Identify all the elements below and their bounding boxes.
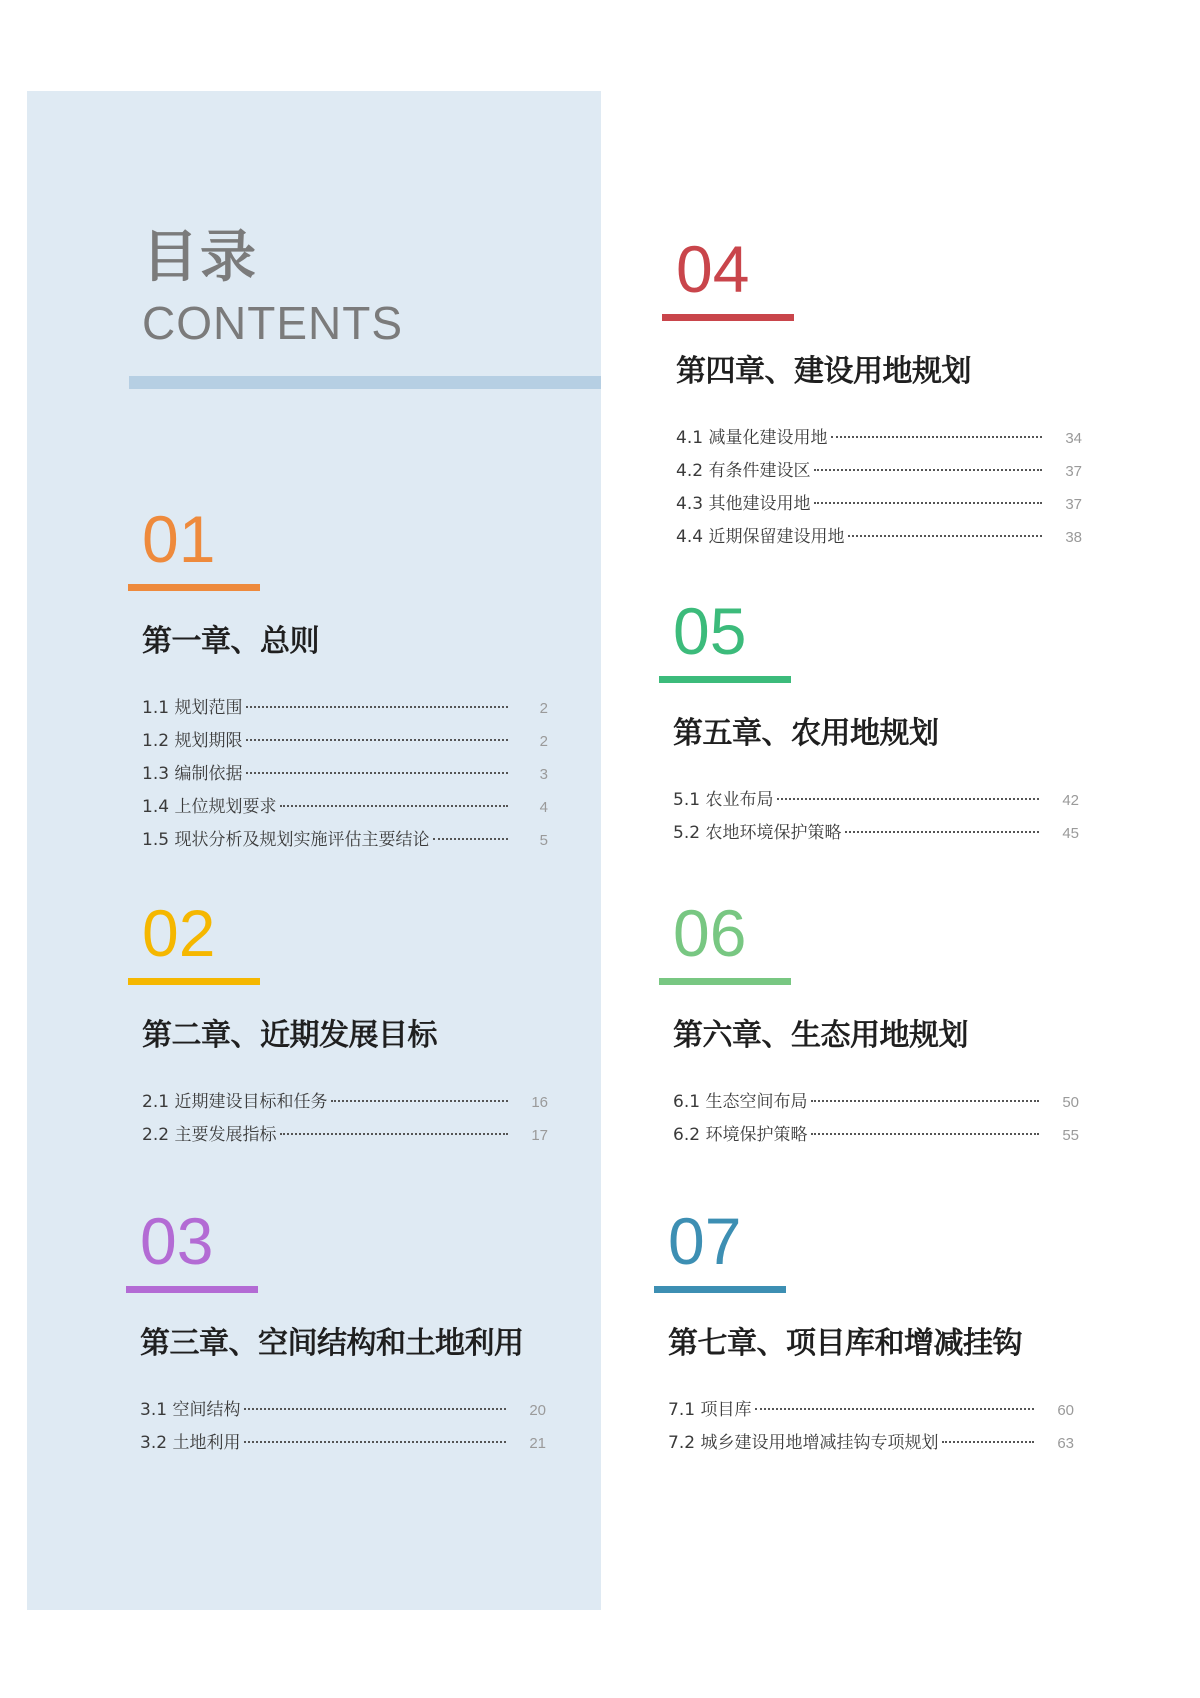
chapter-section [128,896,548,1153]
chapter-section [662,232,1082,555]
toc-entry[interactable] [142,1120,548,1153]
chapter-number: 04 [676,232,750,306]
toc-entry-label: 5.1 农业布局 [673,790,774,810]
toc-entry[interactable] [673,1087,1079,1120]
toc-entry[interactable] [668,1395,1074,1428]
toc-entry-page: 2 [539,700,548,717]
toc-entry[interactable] [142,792,548,825]
toc-entry-page: 21 [529,1435,546,1452]
toc-entry-page: 34 [1065,430,1082,447]
toc-entry-label: 1.4 上位规划要求 [142,797,277,817]
dot-leader [246,739,508,741]
dot-leader [814,469,1042,471]
toc-entry-label: 4.2 有条件建设区 [676,461,811,481]
chapter-section [126,1204,546,1461]
section-entries [659,785,1079,851]
toc-entry-page: 55 [1062,1127,1079,1144]
chapter-section [659,896,1079,1153]
toc-entry-label: 5.2 农地环境保护策略 [673,823,842,843]
toc-entry-label: 2.2 主要发展指标 [142,1125,277,1145]
dot-leader [814,502,1042,504]
toc-entry[interactable] [142,759,548,792]
toc-entry-page: 4 [539,799,548,816]
section-entries [654,1395,1074,1461]
toc-entry[interactable] [668,1428,1074,1461]
toc-entry[interactable] [142,693,548,726]
toc-entry[interactable] [676,456,1082,489]
dot-leader [755,1408,1034,1410]
toc-entry[interactable] [673,785,1079,818]
toc-entry-label: 6.2 环境保护策略 [673,1125,808,1145]
chapter-number-underline [662,314,794,321]
toc-entry[interactable] [142,1087,548,1120]
toc-entry-page: 42 [1062,792,1079,809]
toc-entry-page: 3 [539,766,548,783]
chapter-section [128,502,548,858]
toc-entry-label: 7.2 城乡建设用地增减挂钩专项规划 [668,1433,939,1453]
toc-entry-label: 1.2 规划期限 [142,731,243,751]
dot-leader [280,805,508,807]
chapter-number-underline [128,584,260,591]
chapter-title: 第七章、项目库和增减挂钩 [668,1326,1022,1361]
dot-leader [811,1133,1039,1135]
toc-entry-page: 38 [1065,529,1082,546]
chapter-title: 第二章、近期发展目标 [142,1018,437,1053]
chapter-number: 03 [140,1204,214,1278]
dot-leader [811,1100,1039,1102]
toc-entry-label: 3.2 土地利用 [140,1433,241,1453]
dot-leader [848,535,1042,537]
dot-leader [244,1408,506,1410]
dot-leader [942,1441,1034,1443]
toc-entry[interactable] [673,818,1079,851]
chapter-title: 第五章、农用地规划 [673,716,939,751]
toc-entry-label: 1.1 规划范围 [142,698,243,718]
contents-title-cn: 目录 [142,225,258,290]
chapter-number-underline [659,676,791,683]
chapter-number-underline [659,978,791,985]
chapter-title: 第三章、空间结构和土地利用 [140,1326,524,1361]
toc-entry-page: 45 [1062,825,1079,842]
dot-leader [246,706,508,708]
toc-entry-page: 20 [529,1402,546,1419]
chapter-title: 第六章、生态用地规划 [673,1018,968,1053]
dot-leader [246,772,508,774]
contents-title-en: CONTENTS [142,297,403,349]
toc-entry[interactable] [140,1395,546,1428]
dot-leader [845,831,1039,833]
toc-entry-page: 16 [531,1094,548,1111]
toc-entry-page: 63 [1057,1435,1074,1452]
section-entries [128,1087,548,1153]
toc-entry-page: 50 [1062,1094,1079,1111]
chapter-number-underline [128,978,260,985]
contents-heading [142,225,403,349]
toc-entry-label: 1.3 编制依据 [142,764,243,784]
toc-entry-label: 4.3 其他建设用地 [676,494,811,514]
toc-entry-label: 6.1 生态空间布局 [673,1092,808,1112]
toc-entry[interactable] [673,1120,1079,1153]
toc-entry-label: 4.1 减量化建设用地 [676,428,828,448]
dot-leader [433,838,508,840]
chapter-section [659,594,1079,851]
chapter-title: 第一章、总则 [142,624,319,659]
section-entries [659,1087,1079,1153]
dot-leader [831,436,1042,438]
chapter-number-underline [654,1286,786,1293]
toc-entry[interactable] [676,489,1082,522]
section-entries [662,423,1082,555]
toc-entry-label: 7.1 项目库 [668,1400,752,1420]
chapter-number: 01 [142,502,216,576]
chapter-number: 07 [668,1204,742,1278]
dot-leader [244,1441,506,1443]
chapter-number: 02 [142,896,216,970]
toc-entry-page: 5 [539,832,548,849]
toc-entry-page: 17 [531,1127,548,1144]
dot-leader [777,798,1039,800]
toc-entry-label: 1.5 现状分析及规划实施评估主要结论 [142,830,430,850]
chapter-section [654,1204,1074,1461]
chapter-number: 05 [673,594,747,668]
section-entries [126,1395,546,1461]
toc-entry-label: 2.1 近期建设目标和任务 [142,1092,328,1112]
toc-entry-page: 2 [539,733,548,750]
toc-entry[interactable] [676,423,1082,456]
dot-leader [280,1133,508,1135]
toc-entry-page: 37 [1065,463,1082,480]
chapter-number: 06 [673,896,747,970]
toc-entry-page: 37 [1065,496,1082,513]
toc-entry[interactable] [676,522,1082,555]
chapter-title: 第四章、建设用地规划 [676,354,971,389]
toc-entry[interactable] [140,1428,546,1461]
chapter-number-underline [126,1286,258,1293]
toc-entry-label: 4.4 近期保留建设用地 [676,527,845,547]
toc-entry[interactable] [142,825,548,858]
toc-entry[interactable] [142,726,548,759]
section-entries [128,693,548,858]
toc-entry-label: 3.1 空间结构 [140,1400,241,1420]
dot-leader [331,1100,508,1102]
heading-divider [129,376,601,389]
toc-entry-page: 60 [1057,1402,1074,1419]
